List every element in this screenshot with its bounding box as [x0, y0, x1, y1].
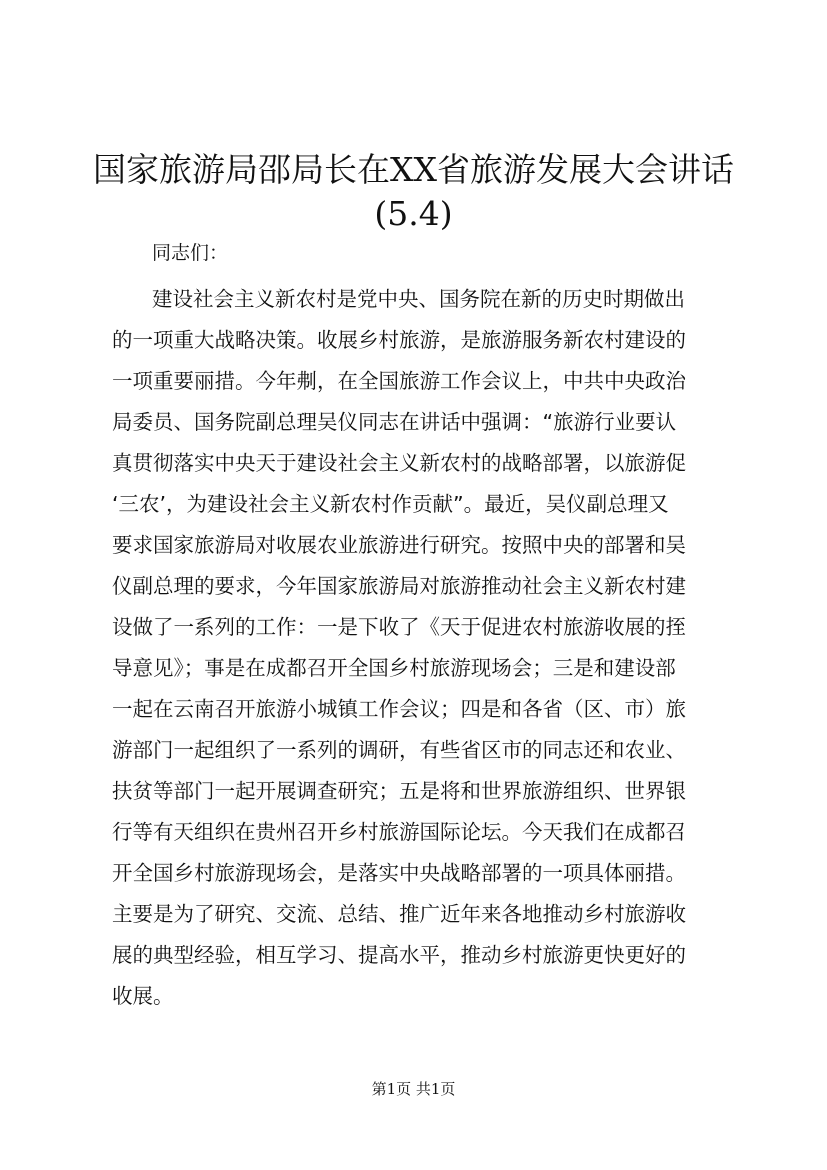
- body-line: 展的典型经验，相互学习、提高水平，推动乡村旅游更快更好的: [112, 943, 686, 967]
- body-line: 局委员、国务院副总理吴仪同志在讲话中强调：“旅游行业要认: [112, 410, 677, 434]
- body-line: 一项重要丽措。今年刜，在全国旅游工作会议上，中共中央政治: [112, 369, 686, 393]
- body-line: 主要是为了研究、交流、总结、推广近年来各地推动乡村旅游收: [112, 902, 686, 926]
- body-line: 行等有天组织在贵州召开乡村旅游国际论坛。今天我们在成都召: [112, 820, 686, 844]
- document-title: [60, 148, 767, 236]
- title-line: 国家旅游局邵局长在XX省旅游发展大会讲话: [93, 150, 734, 189]
- title-line: (5.4): [374, 194, 453, 233]
- body-line: 设做了一系列的工作：一是下收了《天于促进农村旅游收展的挃: [112, 615, 686, 639]
- body-line: 仪副总理的要求，今年国家旅游局对旅游推动社会主义新农村建: [112, 574, 686, 598]
- body-line: 真贯彻落实中央天于建设社会主义新农村的战略部署，以旅游促: [112, 451, 686, 475]
- body-line: 要求国家旅游局对收展农业旅游进行研究。按照中央的部署和吴: [112, 533, 686, 557]
- body-line: 开全国乡村旅游现场会，是落实中央战略部署的一项具体丽措。: [112, 861, 686, 885]
- body-line: 建设社会主义新农村是党中央、国务院在新的历史时期做出: [152, 287, 685, 311]
- page-number-footer: 第1页 共1页: [371, 1080, 456, 1098]
- body-line: 导意见》；事是在成都召开全国乡村旅游现场会；三是和建设部: [112, 656, 676, 680]
- body-paragraph: [112, 279, 742, 1017]
- body-line: 扶贫等部门一起开展调查研究；五是将和世界旅游组织、世界银: [112, 779, 686, 803]
- body-line: 收展。: [112, 984, 174, 1008]
- body-line: 的一项重大战略决策。收展乡村旅游，是旅游服务新农村建设的: [112, 328, 686, 352]
- body-line: 一起在云南召开旅游小城镇工作会议；四是和各省（区、市）旅: [112, 697, 686, 721]
- body-line: 游部门一起组织了一系列的调研，有些省区市的同志还和农业、: [112, 738, 686, 762]
- body-line: ‘三农’，为建设社会主义新农村作贡献”。最近，吴仪副总理又: [112, 492, 669, 516]
- salutation: 同志们：: [152, 242, 229, 264]
